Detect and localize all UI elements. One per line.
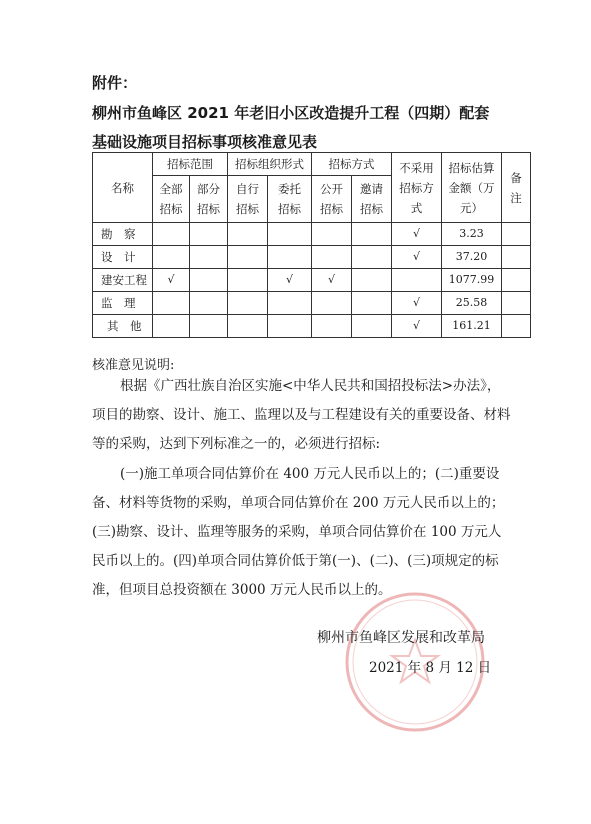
cell-remark bbox=[502, 246, 531, 269]
row-name: 设 计 bbox=[93, 246, 153, 269]
cell-remark bbox=[502, 269, 531, 292]
attachment-label: 附件： bbox=[92, 74, 138, 92]
cell-amount: 1077.99 bbox=[442, 269, 502, 292]
cell-no-tender: √ bbox=[392, 292, 442, 315]
table-row bbox=[93, 269, 531, 292]
header-method: 招标方式 bbox=[312, 153, 392, 176]
cell-org-entrust bbox=[268, 223, 312, 246]
cell-org-self bbox=[228, 246, 268, 269]
cell-method-open: √ bbox=[312, 269, 352, 292]
cell-org-entrust bbox=[268, 292, 312, 315]
cell-remark bbox=[502, 292, 531, 315]
opinion-label: 核准意见说明: bbox=[92, 358, 175, 373]
table-row bbox=[93, 223, 531, 246]
header-scope-all: 全部招标 bbox=[153, 176, 190, 223]
table-row bbox=[93, 315, 531, 338]
opinion-paragraph-2: (一)施工单项合同估算价在 400 万元人民币以上的；(二)重要设备、材料等货物的采购，单项合同估算价在 200 万元人民币以上的；(三)勘察、设计、监理等服务的采购，单项合同估算价在 100 万元人民币以上的。(四)单项合同估算价低于第(一)、(二)、(三)项规定的标准，但项目总投资额在 3000 万元人民币以上的。 bbox=[92, 466, 505, 598]
row-name: 勘 察 bbox=[93, 223, 153, 246]
cell-method-invite bbox=[352, 315, 392, 338]
cell-method-invite bbox=[352, 246, 392, 269]
cell-no-tender: √ bbox=[392, 246, 442, 269]
cell-scope-part bbox=[190, 292, 228, 315]
header-scope: 招标范围 bbox=[153, 153, 228, 176]
opinion-paragraph-1: 根据《广西壮族自治区实施<中华人民共和国招投标法>办法》，项目的勘察、设计、施工、监理以及与工程建设有关的重要设备、材料等的采购，达到下列标准之一的，必须进行招标: bbox=[92, 378, 511, 452]
cell-method-open bbox=[312, 292, 352, 315]
cell-scope-all bbox=[153, 223, 190, 246]
cell-scope-part bbox=[190, 315, 228, 338]
cell-amount: 3.23 bbox=[442, 223, 502, 246]
cell-remark bbox=[502, 315, 531, 338]
row-name: 建安工程 bbox=[93, 269, 153, 292]
cell-method-invite bbox=[352, 223, 392, 246]
table-row bbox=[93, 246, 531, 269]
cell-remark bbox=[502, 223, 531, 246]
cell-scope-all bbox=[153, 246, 190, 269]
signature-date: 2021 年 8 月 12 日 bbox=[369, 660, 492, 676]
cell-org-entrust bbox=[268, 246, 312, 269]
cell-org-entrust: √ bbox=[268, 269, 312, 292]
table-row bbox=[93, 292, 531, 315]
cell-scope-part bbox=[190, 246, 228, 269]
cell-org-self bbox=[228, 269, 268, 292]
cell-method-invite bbox=[352, 292, 392, 315]
cell-method-open bbox=[312, 315, 352, 338]
row-name: 其 他 bbox=[93, 315, 153, 338]
cell-method-invite bbox=[352, 269, 392, 292]
cell-org-self bbox=[228, 223, 268, 246]
cell-org-self bbox=[228, 292, 268, 315]
cell-scope-all bbox=[153, 292, 190, 315]
cell-amount: 37.20 bbox=[442, 246, 502, 269]
cell-no-tender: √ bbox=[392, 315, 442, 338]
cell-scope-part bbox=[190, 223, 228, 246]
row-name: 监 理 bbox=[93, 292, 153, 315]
header-estimate: 招标估算金额（万元） bbox=[442, 153, 502, 223]
cell-org-self bbox=[228, 315, 268, 338]
header-method-open: 公开招标 bbox=[312, 176, 352, 223]
cell-scope-all: √ bbox=[153, 269, 190, 292]
header-scope-part: 部分招标 bbox=[190, 176, 228, 223]
cell-method-open bbox=[312, 246, 352, 269]
cell-org-entrust bbox=[268, 315, 312, 338]
cell-amount: 25.58 bbox=[442, 292, 502, 315]
header-org-entrust: 委托招标 bbox=[268, 176, 312, 223]
cell-amount: 161.21 bbox=[442, 315, 502, 338]
header-org-self: 自行招标 bbox=[228, 176, 268, 223]
header-name: 名称 bbox=[93, 153, 153, 223]
cell-no-tender bbox=[392, 269, 442, 292]
header-remark: 备注 bbox=[502, 153, 531, 223]
approval-table bbox=[92, 152, 531, 338]
document-title-line-1: 柳州市鱼峰区 2021 年老旧小区改造提升工程（四期）配套 bbox=[92, 104, 490, 122]
signature-organization: 柳州市鱼峰区发展和改革局 bbox=[317, 630, 485, 646]
header-method-invite: 邀请招标 bbox=[352, 176, 392, 223]
header-org-form: 招标组织形式 bbox=[228, 153, 312, 176]
cell-scope-part bbox=[190, 269, 228, 292]
document-title-line-2: 基础设施项目招标事项核准意见表 bbox=[92, 133, 318, 151]
cell-method-open bbox=[312, 223, 352, 246]
cell-scope-all bbox=[153, 315, 190, 338]
cell-no-tender: √ bbox=[392, 223, 442, 246]
header-no-tender: 不采用招标方式 bbox=[392, 153, 442, 223]
